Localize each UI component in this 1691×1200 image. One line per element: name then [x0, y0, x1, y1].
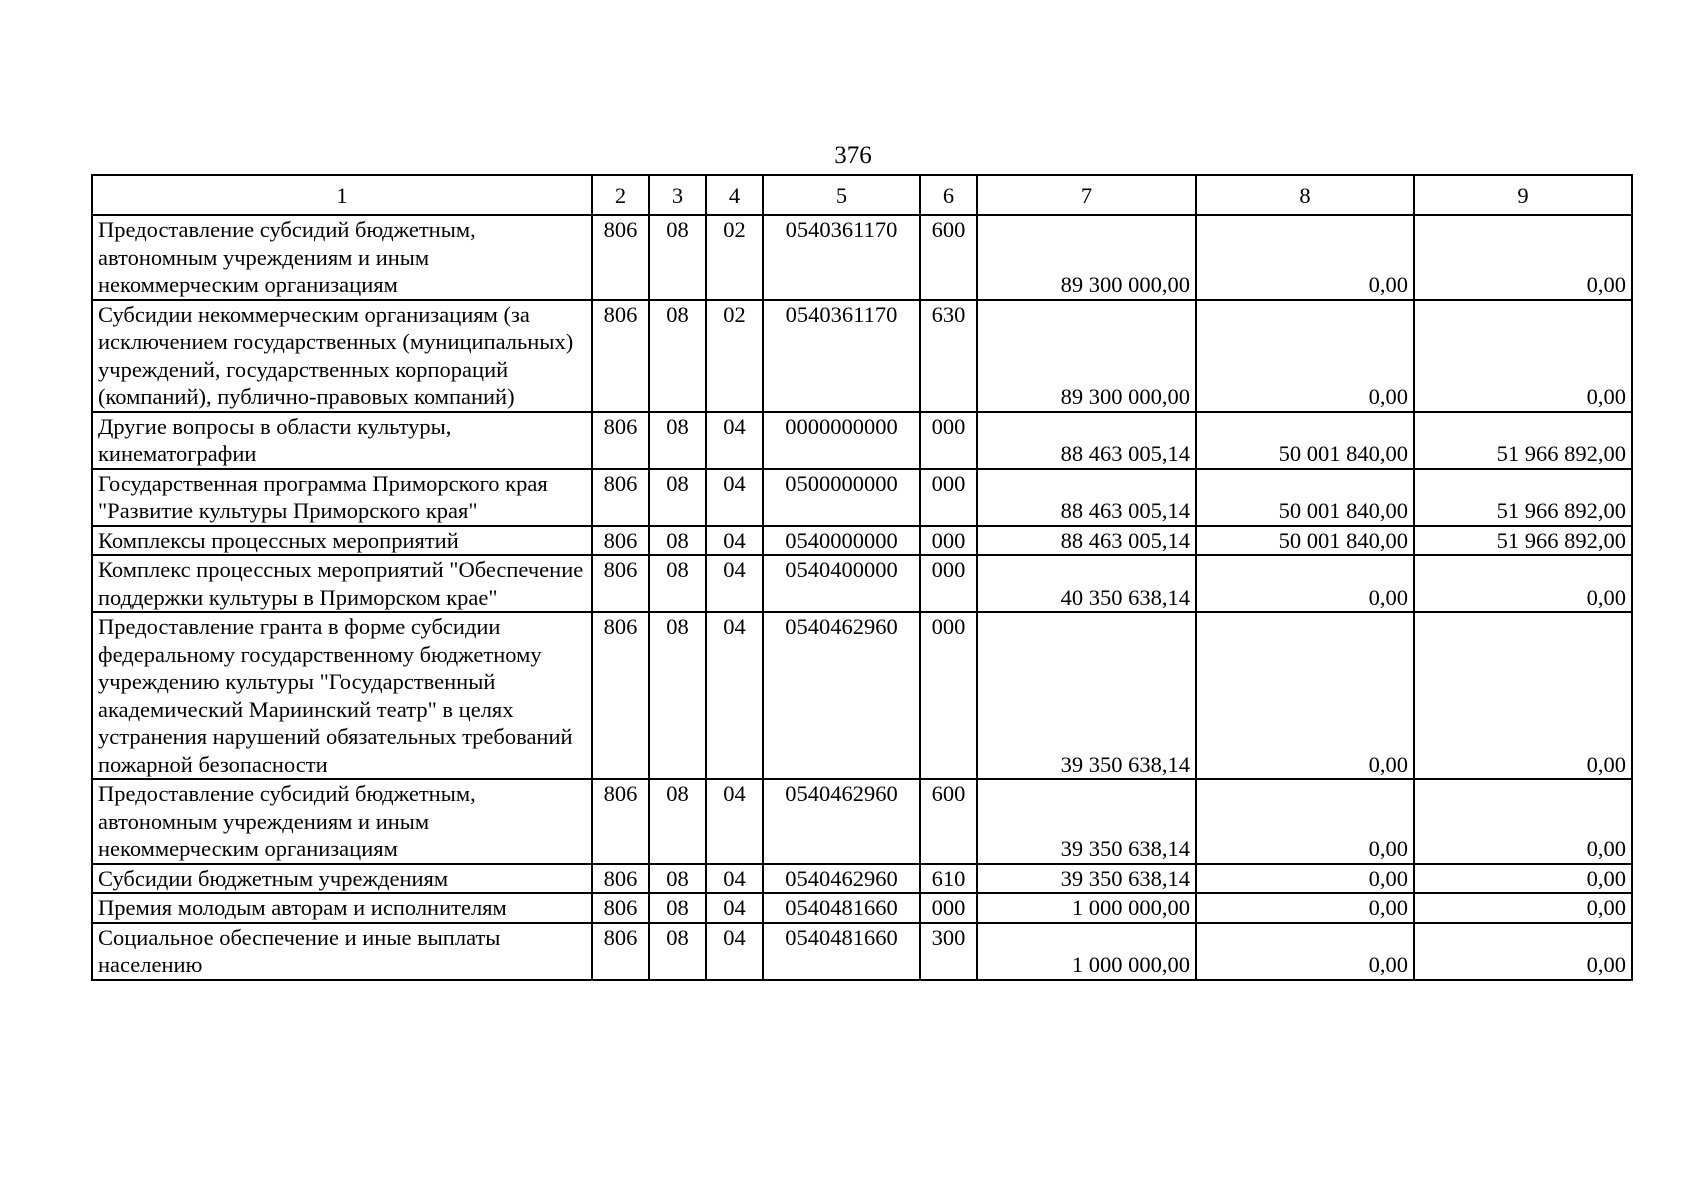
- cell-target-code: 0540361170: [763, 215, 920, 300]
- cell-ministry-code: 806: [592, 555, 649, 612]
- cell-subsection-code: 04: [706, 779, 763, 864]
- cell-subsection-code: 04: [706, 612, 763, 779]
- table-body: [92, 215, 1632, 980]
- cell-item-name: Предоставление субсидий бюджетным, автономным учреждениям и иным некоммерческим организациям: [92, 215, 592, 300]
- table-row: [92, 893, 1632, 923]
- cell-amount-col8: 0,00: [1196, 555, 1414, 612]
- cell-item-name: Социальное обеспечение и иные выплаты населению: [92, 923, 592, 980]
- cell-expense-type-code: 000: [920, 469, 977, 526]
- cell-amount-col7: 88 463 005,14: [977, 526, 1196, 556]
- cell-section-code: 08: [649, 412, 706, 469]
- table-row: [92, 526, 1632, 556]
- cell-amount-col8: 0,00: [1196, 612, 1414, 779]
- table-row: [92, 300, 1632, 412]
- header-cell: 5: [763, 175, 920, 215]
- cell-amount-col9: 0,00: [1414, 300, 1632, 412]
- cell-expense-type-code: 600: [920, 215, 977, 300]
- cell-expense-type-code: 300: [920, 923, 977, 980]
- cell-item-name: Государственная программа Приморского края "Развитие культуры Приморского края": [92, 469, 592, 526]
- header-cell: 6: [920, 175, 977, 215]
- cell-amount-col8: 0,00: [1196, 864, 1414, 894]
- cell-ministry-code: 806: [592, 469, 649, 526]
- cell-section-code: 08: [649, 779, 706, 864]
- cell-target-code: 0500000000: [763, 469, 920, 526]
- header-cell: 8: [1196, 175, 1414, 215]
- cell-subsection-code: 04: [706, 555, 763, 612]
- cell-section-code: 08: [649, 526, 706, 556]
- cell-target-code: 0540400000: [763, 555, 920, 612]
- cell-amount-col9: 0,00: [1414, 923, 1632, 980]
- cell-target-code: 0540481660: [763, 893, 920, 923]
- cell-amount-col8: 0,00: [1196, 923, 1414, 980]
- cell-amount-col7: 39 350 638,14: [977, 779, 1196, 864]
- cell-amount-col7: 39 350 638,14: [977, 612, 1196, 779]
- cell-item-name: Комплекс процессных мероприятий "Обеспечение поддержки культуры в Приморском крае": [92, 555, 592, 612]
- cell-subsection-code: 02: [706, 215, 763, 300]
- cell-item-name: Комплексы процессных мероприятий: [92, 526, 592, 556]
- cell-item-name: Другие вопросы в области культуры, кинематографии: [92, 412, 592, 469]
- cell-target-code: 0540462960: [763, 864, 920, 894]
- cell-expense-type-code: 630: [920, 300, 977, 412]
- cell-section-code: 08: [649, 300, 706, 412]
- table-row: [92, 923, 1632, 980]
- cell-item-name: Субсидии некоммерческим организациям (за исключением государственных (муниципальных) учреждений, государственных корпораций (компаний), публично-правовых компаний): [92, 300, 592, 412]
- cell-amount-col7: 88 463 005,14: [977, 469, 1196, 526]
- cell-expense-type-code: 000: [920, 893, 977, 923]
- cell-ministry-code: 806: [592, 612, 649, 779]
- cell-amount-col9: 51 966 892,00: [1414, 469, 1632, 526]
- cell-amount-col8: 0,00: [1196, 893, 1414, 923]
- cell-section-code: 08: [649, 864, 706, 894]
- table-row: [92, 612, 1632, 779]
- header-cell: 7: [977, 175, 1196, 215]
- table-row: [92, 469, 1632, 526]
- cell-amount-col7: 1 000 000,00: [977, 923, 1196, 980]
- cell-target-code: 0000000000: [763, 412, 920, 469]
- table-row: [92, 779, 1632, 864]
- cell-section-code: 08: [649, 923, 706, 980]
- cell-amount-col9: 0,00: [1414, 612, 1632, 779]
- cell-expense-type-code: 600: [920, 779, 977, 864]
- header-cell: 3: [649, 175, 706, 215]
- cell-section-code: 08: [649, 612, 706, 779]
- cell-amount-col9: 0,00: [1414, 215, 1632, 300]
- cell-amount-col9: 0,00: [1414, 893, 1632, 923]
- header-cell: 9: [1414, 175, 1632, 215]
- cell-amount-col8: 50 001 840,00: [1196, 412, 1414, 469]
- cell-subsection-code: 04: [706, 864, 763, 894]
- cell-ministry-code: 806: [592, 215, 649, 300]
- cell-ministry-code: 806: [592, 300, 649, 412]
- cell-item-name: Предоставление гранта в форме субсидии федеральному государственному бюджетному учреждению культуры "Государственный академический Мариинский театр" в целях устранения нарушений обязательных требований пожарной безопасности: [92, 612, 592, 779]
- cell-expense-type-code: 000: [920, 612, 977, 779]
- cell-amount-col7: 89 300 000,00: [977, 215, 1196, 300]
- cell-amount-col8: 0,00: [1196, 300, 1414, 412]
- cell-target-code: 0540462960: [763, 612, 920, 779]
- budget-table: [91, 174, 1633, 981]
- cell-target-code: 0540462960: [763, 779, 920, 864]
- cell-amount-col7: 40 350 638,14: [977, 555, 1196, 612]
- cell-amount-col8: 50 001 840,00: [1196, 469, 1414, 526]
- cell-ministry-code: 806: [592, 923, 649, 980]
- cell-amount-col9: 0,00: [1414, 864, 1632, 894]
- cell-amount-col7: 88 463 005,14: [977, 412, 1196, 469]
- cell-expense-type-code: 000: [920, 555, 977, 612]
- cell-subsection-code: 04: [706, 893, 763, 923]
- cell-subsection-code: 04: [706, 923, 763, 980]
- header-cell: 2: [592, 175, 649, 215]
- header-cell: 1: [92, 175, 592, 215]
- cell-amount-col8: 0,00: [1196, 215, 1414, 300]
- cell-amount-col7: 39 350 638,14: [977, 864, 1196, 894]
- cell-amount-col7: 1 000 000,00: [977, 893, 1196, 923]
- cell-item-name: Предоставление субсидий бюджетным, автономным учреждениям и иным некоммерческим организациям: [92, 779, 592, 864]
- cell-section-code: 08: [649, 555, 706, 612]
- cell-amount-col9: 0,00: [1414, 555, 1632, 612]
- cell-target-code: 0540481660: [763, 923, 920, 980]
- cell-ministry-code: 806: [592, 864, 649, 894]
- table-row: [92, 864, 1632, 894]
- table-row: [92, 555, 1632, 612]
- cell-expense-type-code: 000: [920, 526, 977, 556]
- cell-subsection-code: 04: [706, 412, 763, 469]
- page-number: 376: [834, 142, 872, 169]
- cell-item-name: Субсидии бюджетным учреждениям: [92, 864, 592, 894]
- cell-ministry-code: 806: [592, 412, 649, 469]
- cell-subsection-code: 04: [706, 469, 763, 526]
- cell-ministry-code: 806: [592, 893, 649, 923]
- table-row: [92, 215, 1632, 300]
- cell-amount-col7: 89 300 000,00: [977, 300, 1196, 412]
- cell-ministry-code: 806: [592, 526, 649, 556]
- header-cell: 4: [706, 175, 763, 215]
- cell-amount-col9: 0,00: [1414, 779, 1632, 864]
- table-row: [92, 412, 1632, 469]
- cell-section-code: 08: [649, 893, 706, 923]
- cell-section-code: 08: [649, 215, 706, 300]
- cell-amount-col9: 51 966 892,00: [1414, 412, 1632, 469]
- table-header-row: [92, 175, 1632, 215]
- cell-section-code: 08: [649, 469, 706, 526]
- cell-target-code: 0540000000: [763, 526, 920, 556]
- cell-amount-col8: 0,00: [1196, 779, 1414, 864]
- cell-expense-type-code: 000: [920, 412, 977, 469]
- cell-expense-type-code: 610: [920, 864, 977, 894]
- cell-subsection-code: 02: [706, 300, 763, 412]
- cell-amount-col9: 51 966 892,00: [1414, 526, 1632, 556]
- cell-subsection-code: 04: [706, 526, 763, 556]
- cell-ministry-code: 806: [592, 779, 649, 864]
- cell-target-code: 0540361170: [763, 300, 920, 412]
- cell-item-name: Премия молодым авторам и исполнителям: [92, 893, 592, 923]
- cell-amount-col8: 50 001 840,00: [1196, 526, 1414, 556]
